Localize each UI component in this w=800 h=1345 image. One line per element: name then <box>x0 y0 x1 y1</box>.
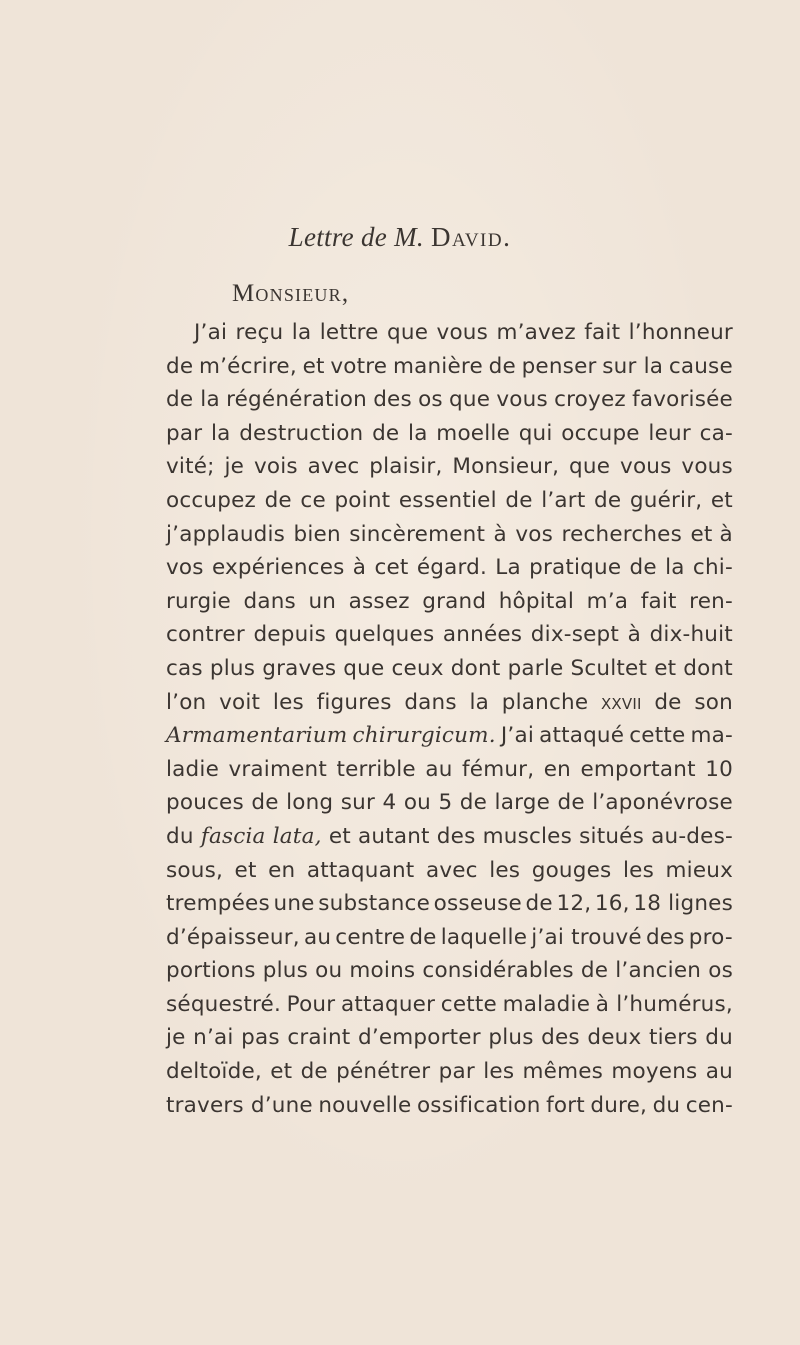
text-word: son <box>694 689 733 715</box>
text-word: l’art <box>541 487 586 513</box>
text-word: pouces <box>166 790 244 816</box>
text-word: sous, <box>166 857 224 883</box>
text-word: de <box>557 790 585 816</box>
text-line <box>166 921 733 955</box>
text-word: ou <box>315 958 343 984</box>
text-word: de <box>594 487 622 513</box>
text-word: les <box>483 1059 515 1085</box>
text-word: pro- <box>688 924 733 950</box>
text-line <box>166 1021 733 1055</box>
text-word: par <box>166 420 203 446</box>
text-word: égard. <box>416 555 488 581</box>
text-word: osseuse <box>433 891 522 917</box>
text-line <box>166 887 733 921</box>
text-word: de <box>300 1059 328 1085</box>
text-word: du <box>652 1092 681 1118</box>
text-word: et <box>270 1059 293 1085</box>
text-word: de <box>488 353 516 379</box>
text-word: xxvii <box>600 689 642 715</box>
text-word: ossification <box>416 1092 541 1118</box>
text-line <box>166 551 733 585</box>
text-word: destruction <box>239 420 364 446</box>
text-word: m’écrire, <box>198 353 297 379</box>
text-word: régénération <box>226 387 367 413</box>
text-word: je <box>166 1025 186 1051</box>
text-word: Monsieur, <box>452 454 560 480</box>
text-line <box>166 786 733 820</box>
text-word: l’honneur <box>628 320 733 345</box>
text-word: plaisir, <box>369 454 443 480</box>
text-word: et <box>234 857 257 883</box>
text-word: de <box>251 790 279 816</box>
text-line <box>166 854 733 888</box>
text-word: long <box>286 790 334 816</box>
text-word: reçu <box>235 320 284 345</box>
text-word: au <box>705 1059 733 1085</box>
text-word: fémur, <box>462 756 535 782</box>
text-word: ceux <box>391 655 444 681</box>
text-word: considérables <box>422 958 574 984</box>
text-word: attaqué <box>539 723 625 749</box>
text-word: séquestré. <box>166 991 281 1017</box>
text-word: avec <box>425 857 478 883</box>
text-word: vos <box>515 521 554 547</box>
text-word: terrible <box>336 756 416 782</box>
text-word: moelle <box>436 420 510 446</box>
text-word: expériences <box>211 555 345 581</box>
text-word: les <box>272 689 304 715</box>
text-word: chi- <box>692 555 733 581</box>
text-word: d’emporter <box>357 1025 481 1051</box>
text-word: ladie <box>166 756 219 782</box>
text-word: l’aponévrose <box>592 790 733 816</box>
text-line <box>166 417 733 451</box>
text-word: 5 <box>438 790 453 816</box>
text-word: vous <box>496 387 548 413</box>
text-word: des <box>645 924 685 950</box>
text-line <box>166 820 733 854</box>
text-word: attaquant <box>306 857 415 883</box>
text-word: deltoïde, <box>166 1059 262 1085</box>
text-word: gouges <box>531 857 612 883</box>
text-line <box>166 383 733 417</box>
text-word: dans <box>404 689 457 715</box>
text-word: de la <box>166 387 220 413</box>
text-word: attaquer <box>340 991 436 1017</box>
text-word: j’ai trouvé <box>531 924 642 950</box>
text-word: et dont <box>654 655 733 681</box>
text-word: des <box>373 387 412 413</box>
text-word: plus <box>209 655 256 681</box>
text-word: Pour <box>286 991 336 1017</box>
letter-heading <box>0 222 800 253</box>
text-line <box>166 753 733 787</box>
text-word: l’on <box>166 689 207 715</box>
text-line <box>166 585 733 619</box>
text-word: emportant <box>580 756 696 782</box>
text-word: pénétrer <box>336 1059 431 1085</box>
text-word: substance <box>318 891 431 917</box>
heading-name: David. <box>431 222 512 252</box>
text-word: ou <box>403 790 431 816</box>
text-word: hôpital <box>498 588 575 614</box>
text-word: de <box>459 790 488 816</box>
text-word: de <box>264 487 292 513</box>
text-word: plus <box>488 1025 534 1051</box>
text-word: à <box>493 521 507 547</box>
text-word: vraiment <box>228 756 328 782</box>
text-word: os <box>418 387 443 413</box>
text-word: et <box>302 353 325 379</box>
text-word: vos <box>166 555 204 581</box>
text-word: assez <box>348 588 410 614</box>
text-word: à <box>627 622 641 648</box>
text-word: depuis <box>253 622 326 648</box>
text-word: portions <box>166 958 256 984</box>
text-word: lettre <box>319 320 379 345</box>
text-word: 12, <box>556 891 592 917</box>
text-word: lata, <box>272 823 322 849</box>
text-word: laquelle <box>440 924 528 950</box>
text-word: cause <box>668 353 733 379</box>
text-word: chirurgicum. <box>352 723 496 749</box>
text-word: ren- <box>689 588 733 614</box>
text-word: en <box>543 756 571 782</box>
text-word: parle <box>507 655 564 681</box>
text-word: dure, <box>590 1092 648 1118</box>
text-word: graves que <box>262 655 385 681</box>
text-word: La <box>495 555 521 581</box>
text-word: Armamentarium <box>166 723 348 749</box>
text-word: 16, <box>594 891 630 917</box>
text-line <box>166 988 733 1022</box>
text-word: je <box>224 454 245 480</box>
text-word: deux <box>587 1025 642 1051</box>
text-word: au <box>303 924 332 950</box>
text-word: la <box>291 320 312 345</box>
text-word: une <box>273 891 315 917</box>
text-word: moins <box>349 958 416 984</box>
text-word: d’épaisseur, <box>166 924 300 950</box>
text-word: tiers <box>649 1025 698 1051</box>
text-line <box>166 719 733 753</box>
text-word: avec <box>307 454 360 480</box>
text-word: des <box>541 1025 580 1051</box>
text-word: figures <box>316 689 392 715</box>
text-word: du <box>166 823 194 849</box>
text-word: l’ancien <box>615 958 702 984</box>
text-word: voit <box>219 689 261 715</box>
text-word: essentiel <box>398 487 497 513</box>
text-word: dix-sept <box>530 622 620 648</box>
text-word: par <box>438 1059 475 1085</box>
text-word: favorisée <box>632 387 733 413</box>
text-word: plus <box>262 958 308 984</box>
text-word: pratique <box>529 555 622 581</box>
text-word: 18 lignes <box>633 891 733 917</box>
text-word: 10 <box>705 756 733 782</box>
text-word: vous <box>436 320 489 345</box>
text-word: Scultet <box>570 655 648 681</box>
text-word: pas <box>241 1025 280 1051</box>
text-word: ma- <box>690 723 733 749</box>
text-word: que <box>449 387 491 413</box>
text-word: moyens <box>611 1059 698 1085</box>
text-word: fait <box>640 588 677 614</box>
text-word: 4 <box>382 790 397 816</box>
text-word: croyez <box>554 387 626 413</box>
text-word: m’avez <box>496 320 576 345</box>
text-word: rurgie <box>166 588 231 614</box>
text-word: trempées <box>166 891 270 917</box>
text-word: cen- <box>685 1092 733 1118</box>
text-word: planche <box>501 689 589 715</box>
text-word: du <box>705 1025 733 1051</box>
text-word: fascia <box>200 823 266 849</box>
text-word: à <box>352 555 367 581</box>
text-word: n’ai <box>193 1025 234 1051</box>
text-word: centre <box>335 924 406 950</box>
text-word: sur la <box>602 353 664 379</box>
text-word: ce <box>300 487 326 513</box>
text-word: de <box>580 958 609 984</box>
text-word: situés <box>579 823 645 849</box>
text-word: et <box>328 823 351 849</box>
text-line <box>166 450 733 484</box>
text-word: cas <box>166 655 203 681</box>
text-line <box>166 1089 733 1123</box>
text-word: grand <box>422 588 487 614</box>
text-word: quelques <box>334 622 435 648</box>
text-word: des <box>436 823 476 849</box>
text-word: la <box>469 689 490 715</box>
text-word: point <box>334 487 391 513</box>
text-word: un <box>308 588 337 614</box>
text-word: occupez <box>166 487 256 513</box>
text-word: J’ai <box>500 723 534 749</box>
text-word: vois <box>253 454 298 480</box>
text-word: qui <box>518 420 553 446</box>
text-word: fort <box>546 1092 585 1118</box>
text-word: maladie <box>502 991 591 1017</box>
text-word: cette <box>629 723 686 749</box>
text-word: nouvelle <box>318 1092 412 1118</box>
text-word: cet <box>374 555 409 581</box>
text-word: au-des- <box>651 823 733 849</box>
text-word: autant <box>358 823 430 849</box>
text-word: leur <box>648 420 691 446</box>
text-word: années <box>442 622 523 648</box>
text-word: dans <box>243 588 296 614</box>
text-line <box>166 518 733 552</box>
text-word: que <box>569 454 611 480</box>
text-word: mieux <box>665 857 733 883</box>
text-word: les <box>622 857 654 883</box>
text-word: large <box>494 790 551 816</box>
text-word: penser <box>521 353 597 379</box>
text-word: de <box>629 555 657 581</box>
text-word: guérir, <box>629 487 703 513</box>
text-word: la <box>210 420 231 446</box>
text-word: la <box>408 420 428 446</box>
text-word: et <box>710 487 733 513</box>
text-word: vité; <box>166 454 215 480</box>
text-line <box>166 1055 733 1089</box>
text-word: ca- <box>699 420 733 446</box>
text-word: de <box>409 924 437 950</box>
text-word: craint <box>287 1025 351 1051</box>
text-word: occupe <box>561 420 640 446</box>
text-word: vous <box>620 454 672 480</box>
text-word: J’ai <box>194 320 228 345</box>
text-word: recherches <box>561 521 683 547</box>
text-word: votre <box>330 353 388 379</box>
salutation: Monsieur, <box>232 280 350 307</box>
text-word: muscles <box>482 823 573 849</box>
text-word: dont <box>450 655 501 681</box>
text-word: mêmes <box>522 1059 604 1085</box>
text-word: sur <box>340 790 376 816</box>
text-word: que <box>387 320 429 345</box>
text-word: cette <box>440 991 497 1017</box>
text-line <box>166 954 733 988</box>
text-word: à l’humérus, <box>595 991 733 1017</box>
text-word: dix-huit <box>649 622 733 648</box>
text-word: de <box>505 487 533 513</box>
letter-body <box>166 316 733 1122</box>
text-word: de <box>654 689 682 715</box>
heading-lettre: Lettre de M. <box>288 222 424 252</box>
text-word: la <box>665 555 685 581</box>
text-word: en <box>268 857 296 883</box>
text-word: les <box>489 857 521 883</box>
text-line <box>166 316 733 350</box>
text-line <box>166 686 733 720</box>
text-word: travers d’une <box>166 1092 313 1118</box>
text-line <box>166 618 733 652</box>
text-word: os <box>708 958 733 984</box>
text-word: de <box>372 420 400 446</box>
text-word: fait <box>584 320 621 345</box>
text-line <box>166 350 733 384</box>
text-word: et à <box>690 521 733 547</box>
text-word: sincèrement <box>349 521 486 547</box>
text-word: contrer <box>166 622 245 648</box>
text-word: bien <box>293 521 341 547</box>
text-word: au <box>425 756 453 782</box>
text-word: m’a <box>586 588 629 614</box>
text-word: vous <box>681 454 733 480</box>
text-line <box>166 652 733 686</box>
text-word: j’applaudis <box>166 521 286 547</box>
text-line <box>166 484 733 518</box>
text-word: de <box>166 353 194 379</box>
text-word: de <box>525 891 553 917</box>
text-word: manière <box>392 353 483 379</box>
